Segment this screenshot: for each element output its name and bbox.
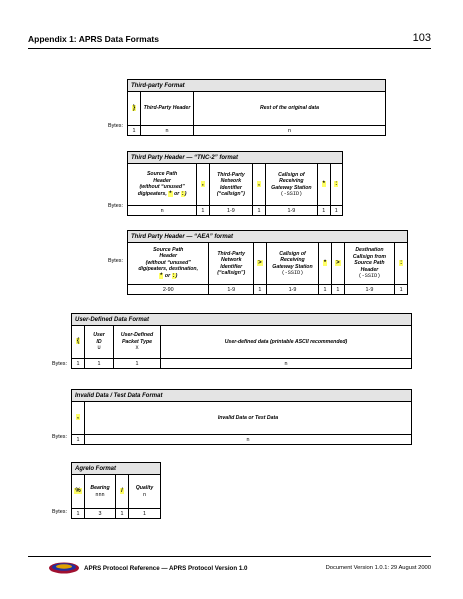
section-title: Appendix 1: APRS Data Formats bbox=[28, 34, 159, 44]
text-label: Source Path bbox=[146, 171, 178, 177]
text-label: (without “unused” bbox=[145, 259, 191, 266]
colon-symbol: : bbox=[172, 272, 175, 279]
table-title: Third-party Format bbox=[128, 80, 386, 92]
page-number: 103 bbox=[412, 32, 431, 44]
star-symbol: * bbox=[323, 259, 327, 266]
footer-title: APRS Protocol Reference — APRS Protocol Version 1.0 bbox=[84, 565, 248, 572]
text-label: Bearing bbox=[90, 485, 110, 491]
bytes-label: Bytes: bbox=[52, 434, 67, 440]
user-data-col: User-defined data (printable ASCII recommended) bbox=[161, 326, 412, 359]
text-label: Callsign of bbox=[278, 171, 305, 178]
byte-cell: 1 bbox=[197, 206, 209, 216]
text-label: Identifier bbox=[219, 184, 242, 191]
byte-cell: 1 bbox=[85, 359, 114, 369]
text-label: (-SSID) bbox=[281, 270, 304, 276]
text-label: Gateway Station bbox=[272, 263, 313, 270]
text-label: Callsign from bbox=[352, 253, 387, 260]
text-label: Receiving bbox=[280, 257, 305, 263]
text-label: Gateway Station bbox=[271, 184, 312, 191]
colon-symbol: : bbox=[181, 190, 184, 197]
page-header bbox=[28, 34, 431, 48]
byte-cell: 1-9 bbox=[344, 285, 394, 295]
text-label: n bbox=[142, 491, 147, 498]
text-label: or bbox=[164, 272, 171, 279]
byte-cell: 1-9 bbox=[209, 206, 253, 216]
bytes-label: Bytes: bbox=[52, 361, 67, 367]
byte-cell: n bbox=[85, 435, 412, 445]
text-label: Third-Party bbox=[217, 171, 245, 178]
byte-cell: 1 bbox=[116, 509, 129, 519]
invalid-data-col: Invalid Data or Test Data bbox=[85, 402, 412, 435]
text-label: Header bbox=[153, 177, 171, 184]
text-label: User bbox=[93, 332, 105, 339]
byte-cell: 1-9 bbox=[266, 285, 318, 295]
table-title: Agrelo Format bbox=[72, 463, 161, 475]
comma-symbol: , bbox=[202, 180, 204, 187]
byte-cell: n bbox=[161, 359, 412, 369]
byte-cell: 1 bbox=[72, 509, 85, 519]
text-label: (“callsign”) bbox=[216, 191, 245, 197]
byte-cell: n bbox=[128, 206, 197, 216]
byte-cell: 1 bbox=[253, 206, 265, 216]
table-title: Third Party Header — “TNC-2” format bbox=[128, 152, 343, 164]
byte-cell: 3 bbox=[85, 509, 116, 519]
text-label: Callsign of bbox=[279, 250, 306, 257]
comma-symbol: , bbox=[258, 180, 260, 187]
destination-callsign-col bbox=[344, 243, 394, 285]
table-title: Invalid Data / Test Data Format bbox=[72, 390, 412, 402]
text-label: X bbox=[135, 345, 139, 352]
byte-cell: n bbox=[194, 126, 386, 136]
text-label: (“callsign”) bbox=[217, 270, 246, 276]
agrelo-format-table bbox=[71, 462, 161, 519]
byte-cell: 1 bbox=[128, 126, 141, 136]
source-path-col bbox=[128, 164, 197, 206]
colon-symbol: : bbox=[335, 180, 338, 187]
text-label: Third-Party bbox=[217, 250, 246, 257]
slash-symbol: / bbox=[121, 487, 123, 494]
text-label: ID bbox=[96, 338, 102, 345]
byte-cell: 1 bbox=[114, 359, 161, 369]
user-defined-format-table bbox=[71, 313, 412, 369]
text-label: (without “unused” bbox=[139, 184, 185, 190]
byte-cell: 1 bbox=[254, 285, 267, 295]
gateway-callsign-col bbox=[266, 243, 318, 285]
text-label: Header bbox=[360, 266, 379, 273]
brace-symbol: } bbox=[132, 104, 136, 111]
byte-cell: n bbox=[141, 126, 194, 136]
text-label: Source Path bbox=[354, 260, 385, 267]
quality-col bbox=[129, 475, 161, 509]
text-label: (-SSID) bbox=[358, 273, 381, 280]
byte-cell: 1 bbox=[395, 285, 408, 295]
text-label: ) bbox=[175, 272, 178, 279]
network-id-col bbox=[209, 243, 254, 285]
text-label: nnn bbox=[95, 491, 105, 498]
text-label: digipeaters, destination, bbox=[138, 266, 199, 273]
text-label: ) bbox=[184, 190, 187, 197]
text-label: or bbox=[174, 190, 180, 197]
text-label: Quality bbox=[135, 485, 154, 491]
byte-cell: 2-90 bbox=[128, 285, 209, 295]
text-label: Packet Type bbox=[121, 338, 153, 345]
tnc2-format-table bbox=[127, 151, 343, 216]
aea-format-table bbox=[127, 230, 408, 295]
gt-symbol: > bbox=[258, 259, 262, 266]
gt-symbol: > bbox=[336, 259, 340, 266]
bytes-label: Bytes: bbox=[108, 203, 123, 209]
footer-version: Document Version 1.0.1: 29 August 2000 bbox=[325, 565, 431, 571]
text-label: Network bbox=[220, 257, 242, 263]
bearing-col bbox=[85, 475, 116, 509]
text-label: Network bbox=[220, 178, 242, 184]
invalid-data-format-table bbox=[71, 389, 412, 445]
byte-cell: 1 bbox=[72, 435, 85, 445]
bytes-label: Bytes: bbox=[108, 258, 123, 264]
text-label: User-Defined bbox=[120, 332, 154, 339]
text-label: Identifier bbox=[220, 263, 243, 270]
star-symbol: * bbox=[160, 272, 163, 279]
bytes-label: Bytes: bbox=[108, 123, 123, 129]
colon-symbol: : bbox=[400, 259, 403, 266]
third-party-header-col: Third-Party Header bbox=[141, 92, 194, 126]
byte-cell: 1 bbox=[72, 359, 85, 369]
rest-of-data-col: Rest of the original data bbox=[194, 92, 386, 126]
network-id-col bbox=[209, 164, 253, 206]
open-brace-symbol: { bbox=[76, 338, 80, 345]
byte-cell: 1 bbox=[319, 285, 332, 295]
footer-divider bbox=[28, 556, 431, 557]
byte-cell: 1 bbox=[330, 206, 342, 216]
star-symbol: * bbox=[322, 180, 325, 187]
text-label: digipeaters, bbox=[137, 190, 167, 197]
header-divider bbox=[28, 48, 431, 49]
byte-cell: 1-9 bbox=[265, 206, 317, 216]
text-label: Header bbox=[159, 253, 178, 260]
text-label: Destination bbox=[355, 247, 384, 254]
third-party-format-table bbox=[127, 79, 386, 136]
text-label: Source Path bbox=[153, 246, 184, 253]
text-label: (-SSID) bbox=[280, 191, 303, 197]
table-title: Third Party Header — “AEA” format bbox=[128, 231, 408, 243]
text-label: U bbox=[97, 345, 101, 352]
star-symbol: * bbox=[169, 190, 172, 197]
aprs-logo-icon bbox=[48, 560, 80, 574]
comma-symbol: , bbox=[77, 414, 79, 421]
byte-cell: 1 bbox=[318, 206, 330, 216]
byte-cell: 1 bbox=[129, 509, 161, 519]
user-id-col bbox=[85, 326, 114, 359]
source-path-col bbox=[128, 243, 209, 285]
packet-type-col bbox=[114, 326, 161, 359]
byte-cell: 1-9 bbox=[209, 285, 254, 295]
byte-cell: 1 bbox=[331, 285, 344, 295]
text-label: Receiving bbox=[279, 178, 304, 184]
table-title: User-Defined Data Format bbox=[72, 314, 412, 326]
gateway-callsign-col bbox=[265, 164, 317, 206]
percent-symbol: % bbox=[75, 487, 81, 494]
bytes-label: Bytes: bbox=[52, 509, 67, 515]
